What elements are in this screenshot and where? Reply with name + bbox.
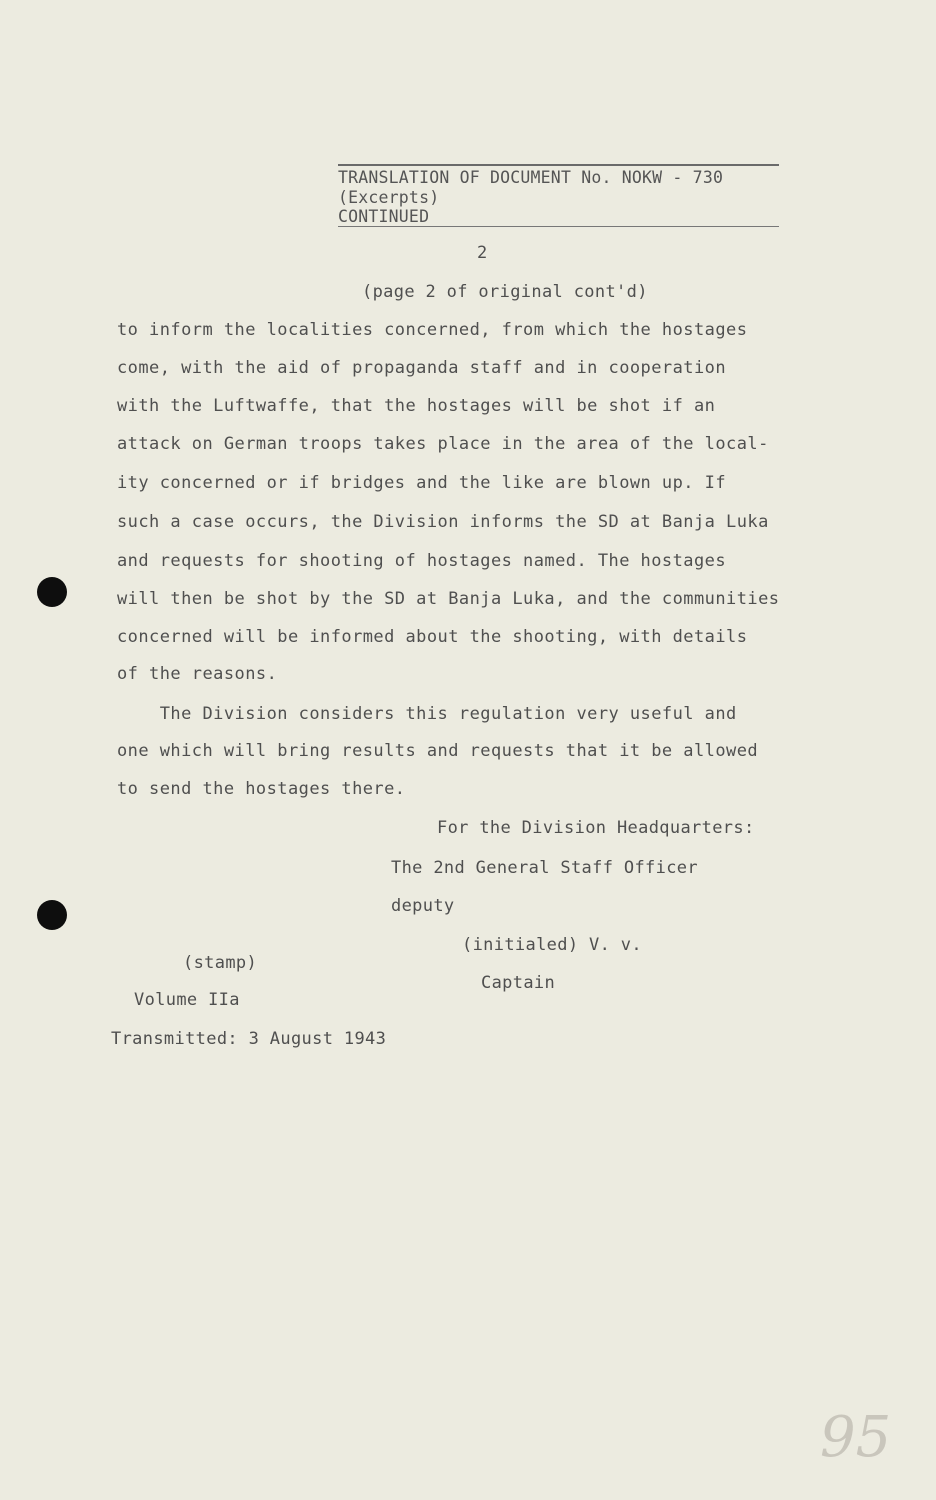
signature-line: Captain xyxy=(481,973,556,993)
body-line: of the reasons. xyxy=(117,664,278,684)
stamp-volume: Volume IIa xyxy=(134,990,240,1010)
signature-line: The 2nd General Staff Officer xyxy=(391,858,698,878)
body-line: one which will bring results and requests that it be allowed xyxy=(117,741,759,761)
body-line: such a case occurs, the Division informs the SD at Banja Luka xyxy=(117,512,769,532)
body-line: ity concerned or if bridges and the like are blown up. If xyxy=(117,473,727,493)
body-line: attack on German troops takes place in the area of the local- xyxy=(117,434,769,454)
stamp-transmitted: Transmitted: 3 August 1943 xyxy=(111,1029,387,1049)
punch-hole xyxy=(37,577,67,607)
body-line: come, with the aid of propaganda staff and in cooperation xyxy=(117,358,727,378)
body-line: concerned will be informed about the shooting, with details xyxy=(117,627,748,647)
page-note: (page 2 of original cont'd) xyxy=(362,282,648,302)
body-line: and requests for shooting of hostages named. The hostages xyxy=(117,551,727,571)
header-excerpts: (Excerpts) xyxy=(338,188,440,207)
signature-line: deputy xyxy=(391,896,455,916)
body-line: The Division considers this regulation very useful and xyxy=(117,704,737,724)
header-continued: CONTINUED xyxy=(338,207,430,226)
body-line: with the Luftwaffe, that the hostages will be shot if an xyxy=(117,396,716,416)
body-line: to send the hostages there. xyxy=(117,779,406,799)
punch-hole xyxy=(37,900,67,930)
body-line: will then be shot by the SD at Banja Luka, and the communities xyxy=(117,589,780,609)
signature-line: For the Division Headquarters: xyxy=(437,818,755,838)
signature-line: (initialed) V. v. xyxy=(462,935,642,955)
stamp-label: (stamp) xyxy=(183,953,258,973)
handwritten-page-number: 95 xyxy=(820,1405,892,1470)
header-top-rule xyxy=(338,164,779,166)
page-number: 2 xyxy=(477,243,488,263)
header-bottom-rule xyxy=(338,226,779,227)
body-line: to inform the localities concerned, from which the hostages xyxy=(117,320,748,340)
header-title: TRANSLATION OF DOCUMENT No. NOKW - 730 xyxy=(338,168,724,187)
